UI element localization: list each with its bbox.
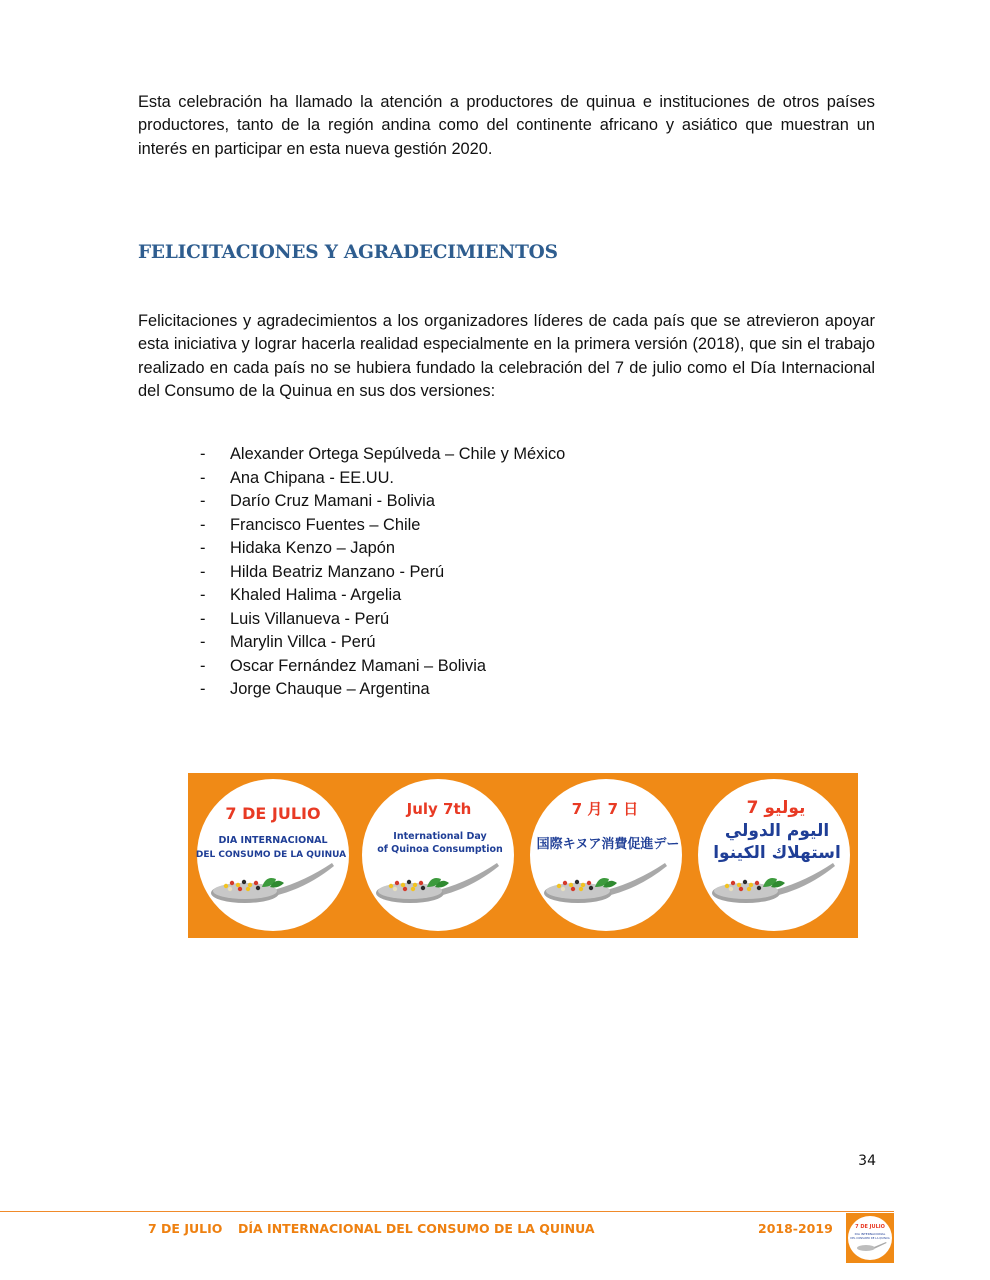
- logo-line: اليوم الدولي: [724, 821, 830, 841]
- logo-line: DEL CONSUMO DE LA QUINUA: [195, 850, 347, 860]
- list-item: [200, 561, 565, 585]
- logo-date: 7 يوليو: [746, 798, 806, 818]
- acknowledgements-paragraph: Felicitaciones y agradecimientos a los organizadores líderes de cada país que se atrevieron apoyar esta iniciativa y lograr hacerla realidad especialmente en la primera versión (2018), que sin el trabajo realizado en cada país no se hubiera fundado la celebración del 7 de julio como el Día Internacional del Consumo de la Quinua en sus dos versiones:: [138, 312, 875, 401]
- logo-spanish: [196, 779, 349, 931]
- organizer-name: Alexander Ortega Sepúlveda – Chile y México: [230, 445, 566, 463]
- list-bullet: -: [200, 515, 206, 534]
- list-bullet: -: [200, 680, 206, 698]
- organizer-name: Francisco Fuentes – Chile: [230, 515, 421, 534]
- quinoa-spoon-icon: [857, 1245, 875, 1251]
- list-item: [200, 514, 565, 538]
- footer-logo-line: DIA INTERNACIONAL: [854, 1232, 886, 1236]
- list-item: [200, 584, 565, 608]
- logo-line: DIA INTERNACIONAL: [218, 835, 328, 846]
- list-bullet: -: [200, 609, 206, 628]
- logo-english: [362, 779, 514, 931]
- list-bullet: -: [200, 633, 206, 651]
- organizer-name: Oscar Fernández Mamani – Bolivia: [230, 656, 486, 675]
- organizer-name: Khaled Halima - Argelia: [230, 586, 402, 604]
- footer-logo: [846, 1213, 894, 1263]
- logo-arabic: [698, 779, 850, 931]
- list-item: [200, 443, 565, 467]
- organizer-name: Jorge Chauque – Argentina: [230, 680, 430, 698]
- organizer-name: Hidaka Kenzo – Japón: [230, 539, 395, 557]
- intro-paragraph: Esta celebración ha llamado la atención a productores de quinua e instituciones de otros países productores, tanto de la región andina como del continente africano y asiático que muestran un interés en participar en esta nueva gestión 2020.: [138, 93, 875, 158]
- footer-date: 7 DE JULIO: [148, 1221, 223, 1236]
- logo-line: International Day: [393, 831, 487, 842]
- list-bullet: -: [200, 445, 206, 463]
- list-bullet: -: [200, 539, 206, 557]
- footer-logo-date: 7 DE JULIO: [855, 1224, 885, 1230]
- list-bullet: -: [200, 656, 206, 675]
- list-bullet: -: [200, 492, 206, 510]
- list-item: [200, 467, 565, 491]
- list-item: [200, 490, 565, 514]
- list-item: [200, 655, 565, 679]
- organizer-name: Darío Cruz Mamani - Bolivia: [230, 492, 435, 510]
- logo-japanese: [530, 779, 682, 931]
- list-item: [200, 631, 565, 655]
- logo-date: July 7th: [406, 800, 472, 818]
- organizer-name: Hilda Beatriz Manzano - Perú: [230, 562, 445, 581]
- list-item: [200, 537, 565, 561]
- logo-date: 7 月 7 日: [571, 800, 639, 818]
- section-heading: FELICITACIONES Y AGRADECIMIENTOS: [138, 242, 558, 263]
- footer-logo-line: DEL CONSUMO DE LA QUINUA: [850, 1237, 890, 1240]
- logo-line: of Quinoa Consumption: [377, 844, 503, 855]
- logos-banner: [188, 773, 858, 938]
- list-item: [200, 678, 565, 702]
- organizer-name: Ana Chipana - EE.UU.: [230, 468, 394, 487]
- footer-title: DÍA INTERNACIONAL DEL CONSUMO DE LA QUINUA: [238, 1221, 595, 1236]
- organizer-name: Marylin Villca - Perú: [230, 633, 376, 651]
- logo-line: 国際キヌア消費促進デー: [536, 837, 680, 852]
- organizers-list: [200, 443, 565, 702]
- logo-line: استهلاك الكينوا: [713, 843, 841, 863]
- list-bullet: -: [200, 468, 206, 487]
- list-bullet: -: [200, 586, 206, 604]
- page-number: 34: [858, 1153, 876, 1169]
- footer-years: 2018-2019: [758, 1221, 833, 1236]
- list-bullet: -: [200, 562, 206, 581]
- organizer-name: Luis Villanueva - Perú: [230, 609, 390, 628]
- footer-divider: [0, 1211, 894, 1212]
- logo-date: 7 DE JULIO: [225, 804, 321, 823]
- list-item: [200, 608, 565, 632]
